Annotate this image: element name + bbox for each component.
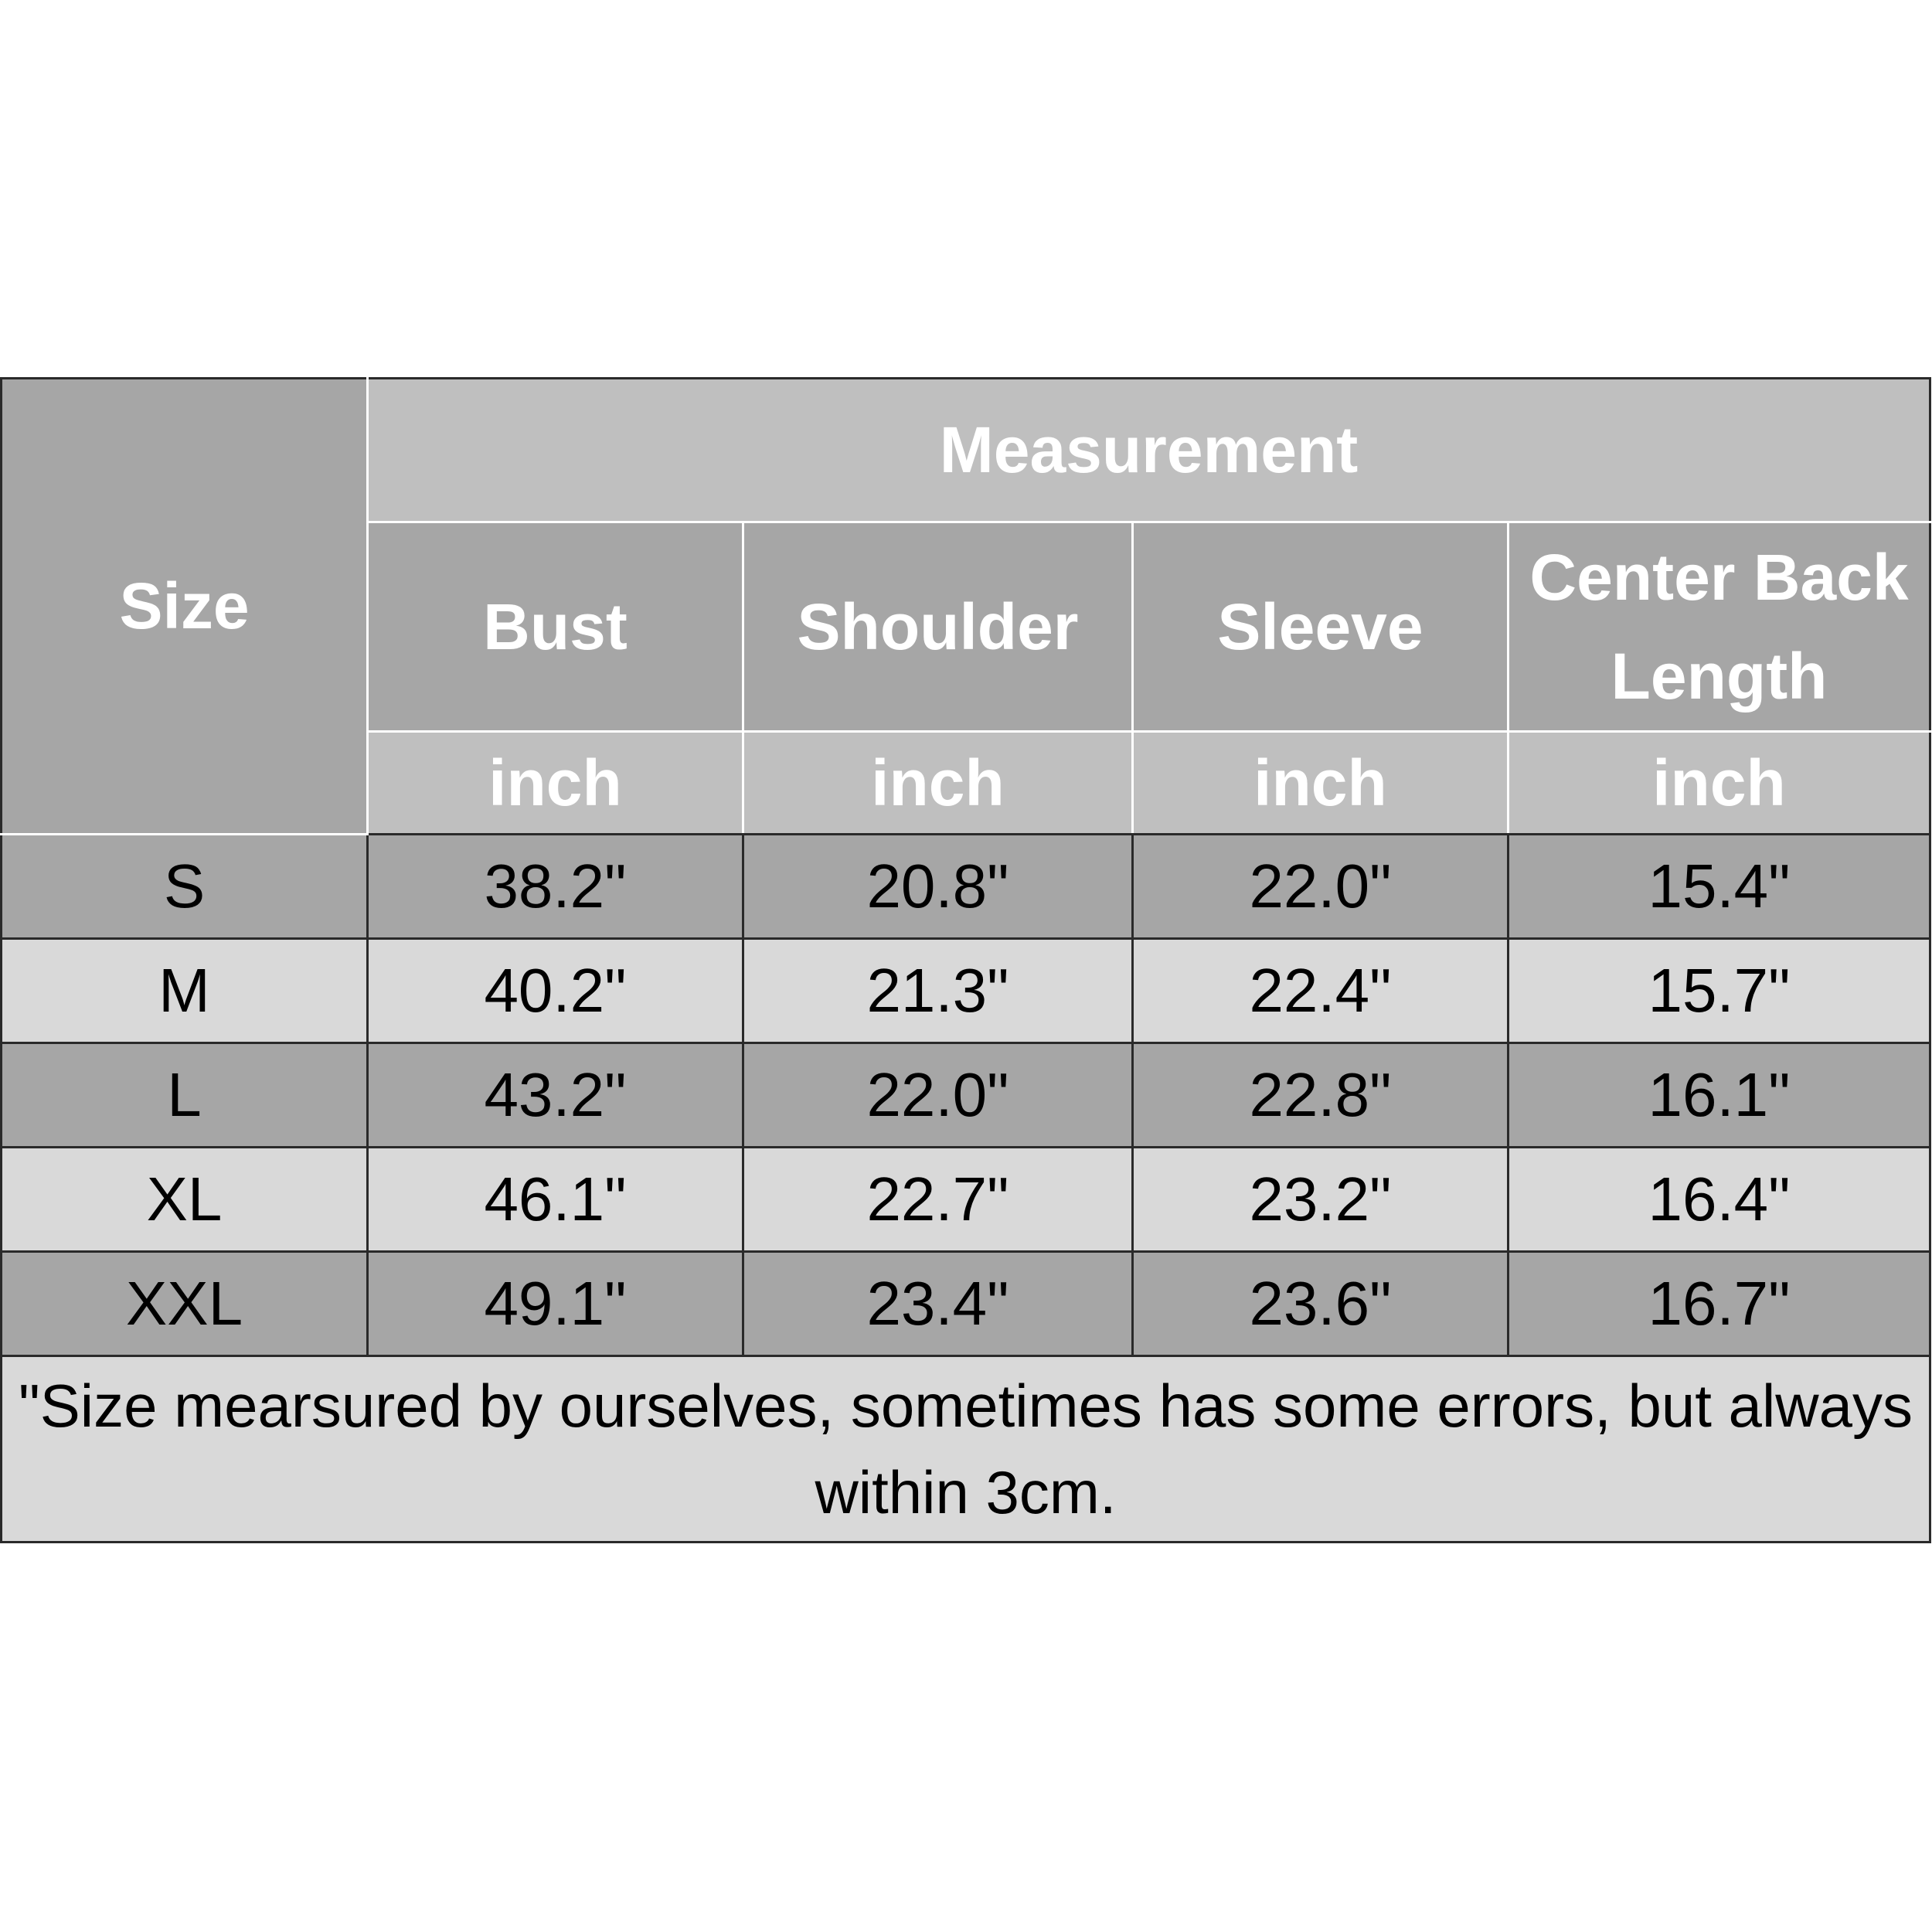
- column-header-sleeve: Sleeve: [1133, 522, 1509, 732]
- shoulder-cell: 22.0": [743, 1043, 1133, 1148]
- shoulder-cell: 23.4": [743, 1252, 1133, 1356]
- table-row-m: [2, 939, 1930, 1043]
- shoulder-cell: 22.7": [743, 1148, 1133, 1252]
- bust-cell: 40.2": [368, 939, 743, 1043]
- unit-label-shoulder: inch: [743, 732, 1133, 835]
- note-row: [2, 1356, 1930, 1543]
- bust-cell: 49.1": [368, 1252, 743, 1356]
- column-header-center-back-length: Center Back Length: [1509, 522, 1930, 732]
- shoulder-cell: 21.3": [743, 939, 1133, 1043]
- size-cell: XL: [2, 1148, 368, 1252]
- column-header-shoulder: Shoulder: [743, 522, 1133, 732]
- size-chart-table: [0, 377, 1931, 1543]
- unit-label-sleeve: inch: [1133, 732, 1509, 835]
- center-back-length-cell: 16.7": [1509, 1252, 1930, 1356]
- bust-cell: 43.2": [368, 1043, 743, 1148]
- table-row-xxl: [2, 1252, 1930, 1356]
- sleeve-cell: 22.0": [1133, 835, 1509, 939]
- size-cell: XXL: [2, 1252, 368, 1356]
- unit-label-center-back-length: inch: [1509, 732, 1930, 835]
- sleeve-cell: 23.2": [1133, 1148, 1509, 1252]
- size-cell: L: [2, 1043, 368, 1148]
- size-column-header: Size: [2, 379, 368, 835]
- size-cell: S: [2, 835, 368, 939]
- table-row-xl: [2, 1148, 1930, 1252]
- bust-cell: 46.1": [368, 1148, 743, 1252]
- sleeve-cell: 22.8": [1133, 1043, 1509, 1148]
- sleeve-cell: 22.4": [1133, 939, 1509, 1043]
- table-row-s: [2, 835, 1930, 939]
- header-row-group: [2, 379, 1930, 522]
- center-back-length-cell: 15.7": [1509, 939, 1930, 1043]
- unit-label-bust: inch: [368, 732, 743, 835]
- sleeve-cell: 23.6": [1133, 1252, 1509, 1356]
- column-header-bust: Bust: [368, 522, 743, 732]
- center-back-length-cell: 16.1": [1509, 1043, 1930, 1148]
- measurement-group-header: Measurement: [368, 379, 1930, 522]
- bust-cell: 38.2": [368, 835, 743, 939]
- table-row-l: [2, 1043, 1930, 1148]
- size-cell: M: [2, 939, 368, 1043]
- center-back-length-cell: 16.4": [1509, 1148, 1930, 1252]
- center-back-length-cell: 15.4": [1509, 835, 1930, 939]
- measurement-note: "Size mearsured by ourselves, sometimes has some errors, but always within 3cm.: [2, 1356, 1930, 1543]
- shoulder-cell: 20.8": [743, 835, 1133, 939]
